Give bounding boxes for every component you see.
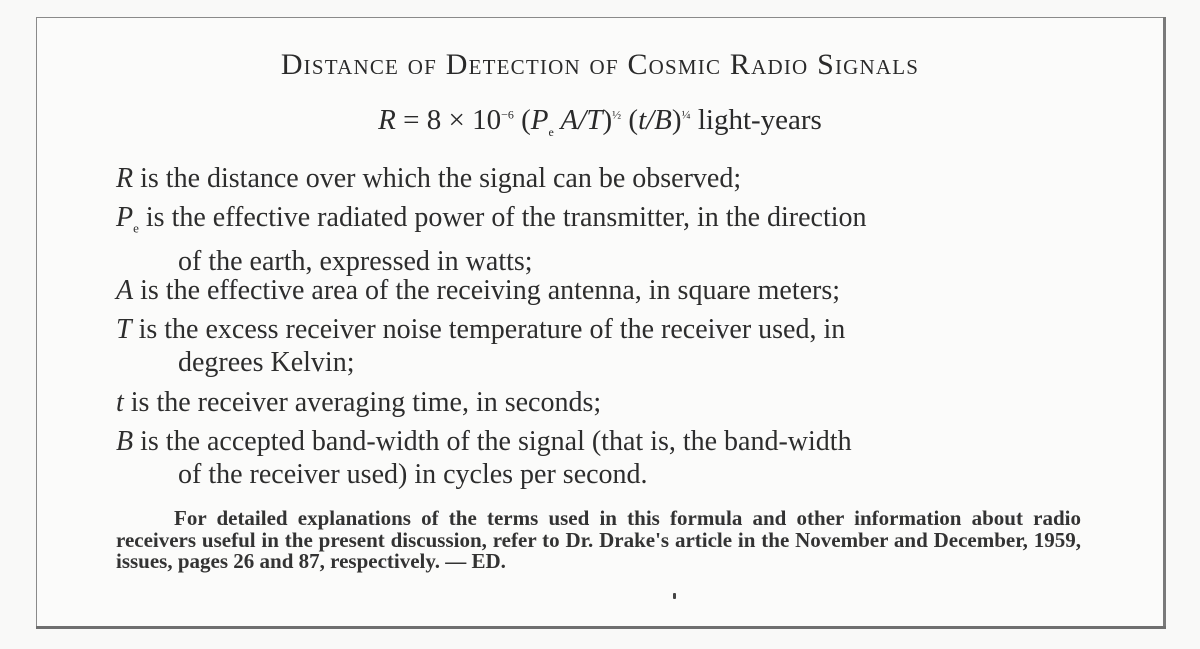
definition-pe [116,201,1096,278]
definition-text: is the excess receiver noise temperature of the receiver used, in [131,314,846,345]
definition-symbol: t [116,387,124,418]
formula-paren-open-1: ( [513,104,531,136]
definition-text: is the effective radiated power of the transmitter, in the direction [138,202,867,233]
formula-paren-close-2: ) [671,104,682,136]
definition-continuation: of the receiver used) in cycles per second. [178,459,648,490]
formula-r: R [378,104,396,136]
formula-paren-close-1: ) [602,104,613,136]
formula-quarter: ¼ [681,107,691,122]
definition-r [116,162,1096,195]
definition-symbol: R [116,163,134,194]
definition-symbol: T [116,314,132,345]
definition-b [116,425,1096,491]
formula-pe-sub: e [548,124,554,139]
definition-text: is the accepted band-width of the signal (that is, the band-width [133,426,852,457]
box-bottom-border [36,626,1166,629]
definition-symbol: A [116,275,134,306]
definition-text: is the effective area of the receiving antenna, in square meters; [133,275,841,306]
definition-text: is the receiver averaging time, in seconds; [123,387,602,418]
formula-t-over-b: t/B [638,104,672,136]
definition-a [116,274,1096,307]
definition-text: is the distance over which the signal can be observed; [133,163,742,194]
formula-paren-open-2: ( [621,104,639,136]
definition-continuation: of the earth, expressed in watts; [178,245,533,277]
definition-symbol: P [116,202,134,233]
definition-symbol: B [116,426,134,457]
detection-formula [0,104,1200,140]
editor-note: For detailed explanations of the terms used in this formula and other information about radio receivers useful in the present discussion, refer to Dr. Drake's article in the November and December, 1959, issues, pages 26 and 87, respectively. — ED. [116,506,1081,573]
formula-coefficient: = 8 × 10 [395,104,502,136]
definition-t [116,313,1096,379]
definition-continuation: degrees Kelvin; [178,347,355,378]
formula-unit: light-years [690,104,822,136]
box-title: Distance of Detection of Cosmic Radio Signals [280,48,920,81]
definition-time [116,386,1096,419]
formula-exponent: −6 [501,107,514,122]
print-speck [673,593,676,599]
formula-a-over-t: A/T [553,104,603,136]
formula-pe: P [530,104,549,136]
formula-half: ½ [612,107,622,122]
definition-subscript: e [133,220,139,236]
